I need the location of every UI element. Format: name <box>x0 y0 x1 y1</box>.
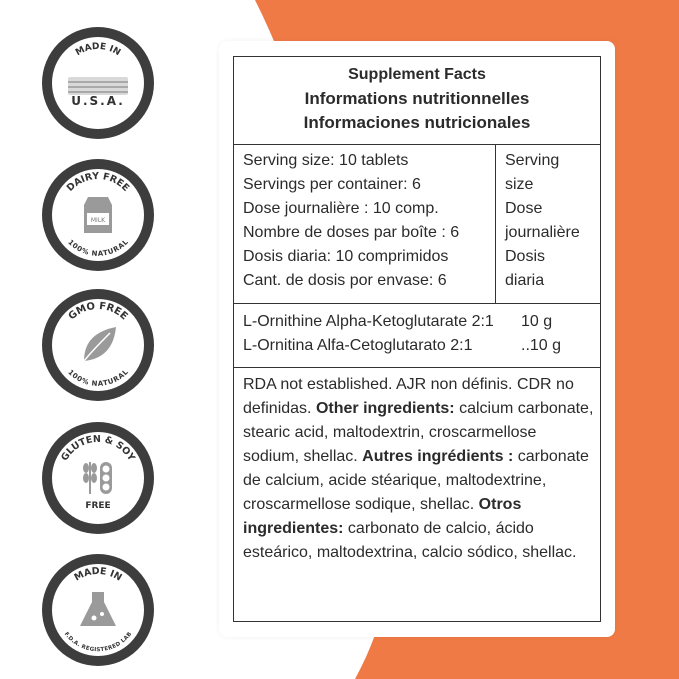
milk-carton-icon <box>84 197 112 233</box>
serving-line: Nombre de doses par boîte : 6 <box>243 224 460 241</box>
serving-side-line: diaria <box>505 272 545 289</box>
serving-line: Dosis diaria: 10 comprimidos <box>243 248 449 265</box>
other-ingredients-en: calcium carbonate, stearic acid, maltodextrin, croscarmellose sodium, shellac. <box>243 400 594 465</box>
badge-top-text: DAIRY FREE <box>64 170 132 194</box>
serving-side-line: journalière <box>505 224 580 241</box>
ingredient-amount: ..10 g <box>521 337 562 354</box>
badge-top-text: MADE IN <box>72 565 124 584</box>
ingredient-row <box>243 334 600 358</box>
facts-title-en: Supplement Facts <box>348 66 486 83</box>
badge-bottom-text: 100% NATURAL <box>66 238 130 258</box>
ingredient-name: L-Ornitina Alfa-Cetoglutarato 2:1 <box>243 337 473 354</box>
rda-text: RDA not established. AJR non définis. CDR no definidas. <box>243 376 574 417</box>
other-ingredients-fr: carbonate de calcium, acide stéarique, maltodextrine, croscarmellose sodique, shellac. <box>243 448 589 513</box>
serving-info <box>234 145 496 303</box>
serving-line: Dose journalière : 10 comp. <box>243 200 439 217</box>
badge-made-in-lab <box>40 552 156 668</box>
badge-top-text: MADE IN <box>74 41 123 59</box>
facts-title-fr: Informations nutritionnelles <box>304 89 530 108</box>
other-ingredients-es: carbonato de calcio, ácido esteárico, maltodextrina, calcio sódico, shellac. <box>243 520 577 561</box>
badge-made-in-usa <box>40 25 156 141</box>
badge-bottom-text: U.S.A. <box>71 94 125 108</box>
badge-gluten-soy-free <box>40 420 156 536</box>
badge-gmo-free <box>40 287 156 403</box>
facts-header <box>234 57 600 145</box>
serving-line: Serving size: 10 tablets <box>243 152 409 169</box>
serving-line: Cant. de dosis por envase: 6 <box>243 272 447 289</box>
ingredient-section <box>234 304 600 368</box>
badge-bottom-text: F.D.A. REGISTERED LAB <box>62 631 134 654</box>
us-flag-icon <box>68 77 128 95</box>
milk-label: MILK <box>90 217 106 224</box>
serving-line: Servings per container: 6 <box>243 176 421 193</box>
badge-dairy-free <box>40 157 156 273</box>
serving-side-line: Serving <box>505 152 560 169</box>
other-ingredients-label-en: Other ingredients: <box>315 400 455 417</box>
ingredient-row <box>243 310 600 334</box>
serving-section <box>234 145 600 304</box>
serving-side-column <box>496 145 600 303</box>
supplement-facts-table <box>233 56 601 622</box>
facts-title-es: Informaciones nutricionales <box>303 113 531 132</box>
badge-top-text: GMO FREE <box>66 300 130 323</box>
badge-top-text: GLUTEN & SOY <box>59 433 137 464</box>
other-ingredients-label-fr: Autres ingrédients : <box>362 448 514 465</box>
ingredient-amount: 10 g <box>521 313 553 330</box>
badge-bottom-text: 100% NATURAL <box>66 368 130 388</box>
badge-bottom-text: FREE <box>85 501 111 511</box>
other-ingredients-label-es: Otros ingredientes: <box>243 496 522 537</box>
serving-side-line: size <box>505 176 534 193</box>
serving-side-line: Dosis <box>505 248 546 265</box>
ingredient-name: L-Ornithine Alpha-Ketoglutarate 2:1 <box>243 313 494 330</box>
notes-section <box>234 368 600 565</box>
serving-side-line: Dose <box>505 200 543 217</box>
